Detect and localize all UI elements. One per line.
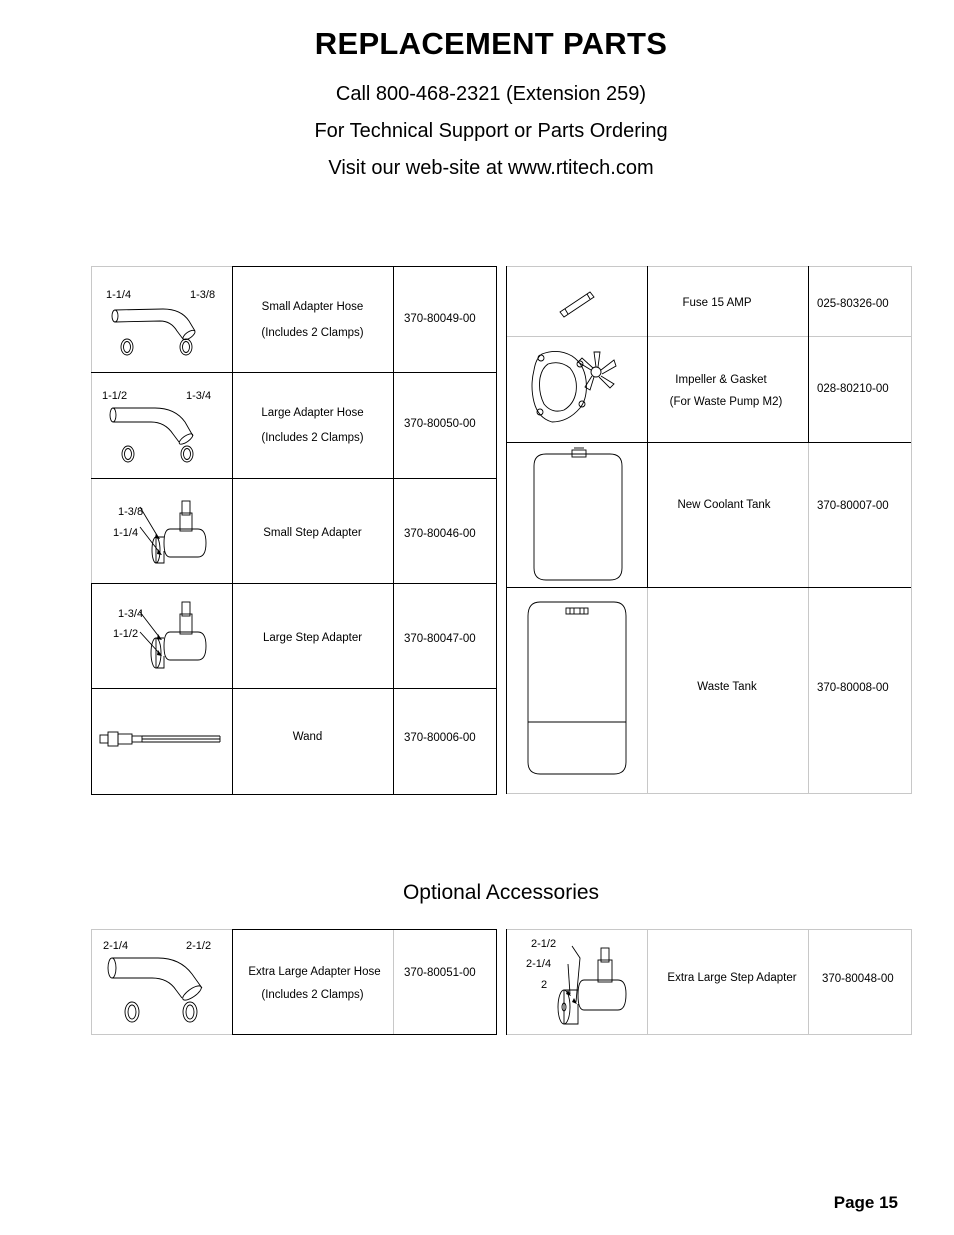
part-name: Large Step Adapter xyxy=(262,632,363,644)
part-number: 370-80046-00 xyxy=(404,528,476,540)
part-name: Waste Tank xyxy=(697,681,757,693)
part-note: (Includes 2 Clamps) xyxy=(261,989,364,1001)
part-name: Impeller & Gasket xyxy=(675,374,767,386)
page-number: Page 15 xyxy=(833,1193,898,1212)
page-title: REPLACEMENT PARTS xyxy=(314,26,668,61)
part-note: (Includes 2 Clamps) xyxy=(261,327,364,339)
size-label: 1-3/4 xyxy=(118,608,144,620)
part-note: (For Waste Pump M2) xyxy=(669,396,783,408)
part-number: 370-80050-00 xyxy=(404,418,476,430)
wand-icon xyxy=(96,726,224,752)
part-name: Extra Large Adapter Hose xyxy=(248,966,381,978)
size-label: 1-3/4 xyxy=(186,390,212,402)
section-title: Optional Accessories xyxy=(402,881,600,904)
elbow-hose-icon xyxy=(105,301,215,361)
coolant-tank-icon xyxy=(530,448,626,582)
waste-tank-icon xyxy=(526,598,630,778)
size-label: 2-1/2 xyxy=(531,938,557,950)
size-label: 1-1/2 xyxy=(102,390,128,402)
size-label: 1-3/8 xyxy=(118,506,144,518)
part-number: 370-80007-00 xyxy=(817,500,889,512)
size-label: 2-1/4 xyxy=(103,940,129,952)
website-line: Visit our web-site at www.rtitech.com xyxy=(328,157,654,179)
part-name: Large Adapter Hose xyxy=(261,407,364,419)
size-label: 1-3/8 xyxy=(190,289,216,301)
part-number: 370-80049-00 xyxy=(404,313,476,325)
part-name: Fuse 15 AMP xyxy=(682,297,752,309)
part-name: New Coolant Tank xyxy=(677,499,771,511)
support-line: For Technical Support or Parts Ordering xyxy=(314,120,668,142)
part-note: (Includes 2 Clamps) xyxy=(261,432,364,444)
part-name: Small Adapter Hose xyxy=(261,301,364,313)
size-label: 1-1/4 xyxy=(106,289,132,301)
part-number: 370-80051-00 xyxy=(404,967,476,979)
phone-line: Call 800-468-2321 (Extension 259) xyxy=(335,83,647,105)
part-number: 370-80008-00 xyxy=(817,682,889,694)
size-label: 2-1/2 xyxy=(186,940,212,952)
elbow-hose-icon xyxy=(104,952,216,1028)
part-number: 370-80006-00 xyxy=(404,732,476,744)
size-label: 1-1/2 xyxy=(113,628,139,640)
part-name: Wand xyxy=(292,731,323,743)
size-label: 1-1/4 xyxy=(113,527,139,539)
part-number: 370-80048-00 xyxy=(822,973,894,985)
step-adapter-icon xyxy=(548,942,630,1030)
part-name: Small Step Adapter xyxy=(263,527,362,539)
part-number: 025-80326-00 xyxy=(817,298,889,310)
size-label: 2-1/4 xyxy=(526,958,552,970)
step-adapter-icon xyxy=(140,495,210,575)
size-label: 2 xyxy=(541,979,548,991)
impeller-gasket-icon xyxy=(528,346,620,430)
part-number: 370-80047-00 xyxy=(404,633,476,645)
fuse-icon xyxy=(556,288,600,320)
elbow-hose-icon xyxy=(105,402,215,464)
part-name: Extra Large Step Adapter xyxy=(667,972,797,984)
part-number: 028-80210-00 xyxy=(817,383,889,395)
step-adapter-icon xyxy=(140,598,210,678)
